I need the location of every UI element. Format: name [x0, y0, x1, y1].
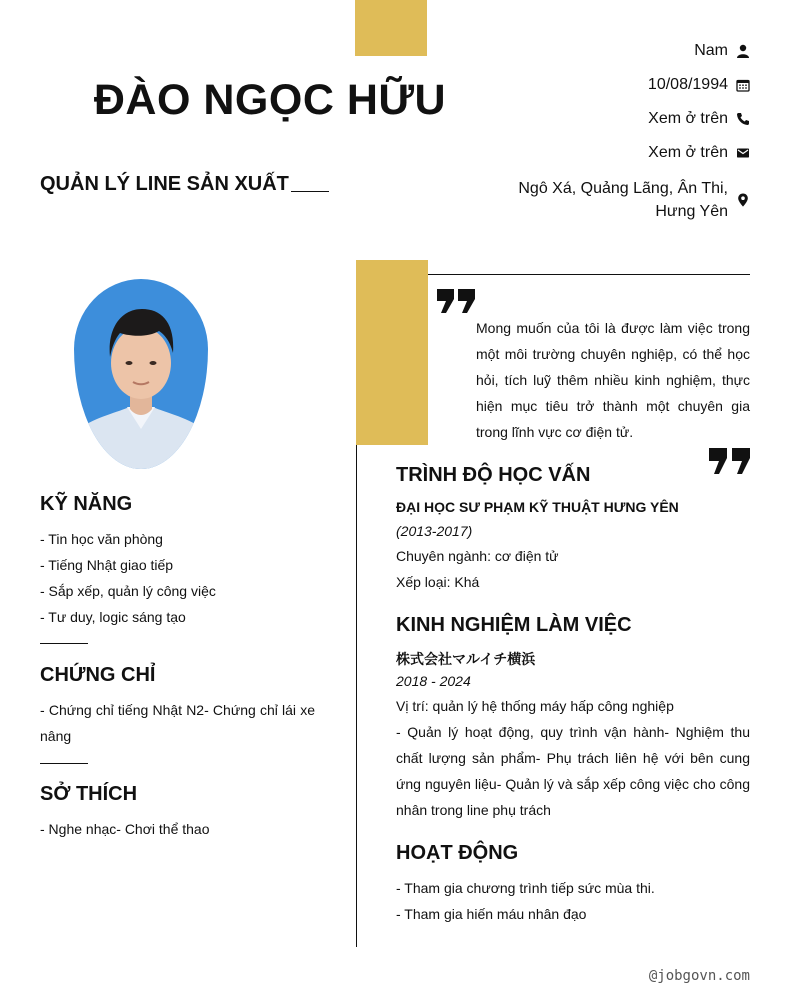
education-school: ĐẠI HỌC SƯ PHẠM KỸ THUẬT HƯNG YÊN [396, 499, 679, 515]
footer-watermark: @jobgovn.com [648, 968, 750, 984]
skill-item: - Sắp xếp, quản lý công việc [40, 583, 216, 599]
activities-title: HOẠT ĐỘNG [396, 842, 519, 864]
education-period: (2013-2017) [396, 523, 473, 539]
certificates-title: CHỨNG CHỈ [40, 664, 156, 686]
contact-email [648, 144, 750, 162]
quote-top-line [428, 274, 750, 275]
skill-item: - Tư duy, logic sáng tạo [40, 609, 186, 625]
location-pin-icon [736, 193, 750, 207]
section-divider [40, 643, 88, 644]
hobbies-text: - Nghe nhạc- Chơi thể thao [40, 821, 210, 837]
skills-title: KỸ NĂNG [40, 493, 133, 515]
full-name: ĐÀO NGỌC HỮU [93, 76, 447, 124]
experience-position: Vị trí: quản lý hệ thống máy hấp công nghiệp [396, 698, 674, 714]
education-title: TRÌNH ĐỘ HỌC VẤN [396, 464, 591, 486]
skills-list [40, 526, 216, 630]
email-value: Xem ở trên [648, 144, 728, 161]
contact-gender [694, 42, 750, 60]
close-quote-icon [709, 448, 750, 474]
mail-icon [736, 146, 750, 160]
hobbies-title: SỞ THÍCH [40, 783, 138, 805]
portrait-illustration [74, 279, 208, 469]
experience-description: - Quản lý hoạt động, quy trình vận hành- Nghiệm thu chất lượng sản phẩm- Phụ trách liên hệ với bên cung ứng nguyên liệu- Quản lý và sắp xếp công việc cho công nhân trong line phụ trách [396, 724, 750, 818]
experience-title: KINH NGHIỆM LÀM VIỆC [396, 614, 632, 636]
contact-dob [648, 76, 750, 94]
phone-icon [736, 112, 750, 126]
job-title-text: QUẢN LÝ LINE SẢN XUẤT [40, 173, 289, 195]
profile-photo [74, 279, 208, 469]
activity-item: - Tham gia hiến máu nhân đạo [396, 906, 587, 922]
career-objective: Mong muốn của tôi là được làm việc trong một môi trường chuyên nghiệp, có thể học hỏi, tích luỹ thêm nhiều kinh nghiệm, thực hiện mục tiêu trở thành một chuyên gia trong lĩnh vực cơ điện tử. [476, 320, 750, 440]
address-value: Ngô Xá, Quảng Lãng, Ân Thi, Hưng Yên [518, 180, 728, 220]
phone-value: Xem ở trên [648, 110, 728, 127]
quote-accent-block [356, 260, 428, 445]
calendar-icon [736, 78, 750, 92]
activities-list [396, 875, 655, 927]
education-rank: Xếp loại: Khá [396, 574, 480, 590]
person-icon [736, 44, 750, 58]
gender-value: Nam [694, 42, 728, 59]
experience-company: 株式会社マルイチ横浜 [396, 651, 536, 667]
job-title-underline [291, 191, 329, 192]
education-major: Chuyên ngành: cơ điện tử [396, 548, 559, 564]
contact-phone [648, 110, 750, 128]
activity-item: - Tham gia chương trình tiếp sức mùa thi. [396, 880, 655, 896]
skill-item: - Tiếng Nhật giao tiếp [40, 557, 174, 573]
top-accent-block [355, 0, 427, 56]
dob-value: 10/08/1994 [647, 76, 728, 93]
open-quote-icon [437, 289, 475, 313]
experience-period: 2018 - 2024 [396, 673, 471, 689]
certificates-text: - Chứng chỉ tiếng Nhật N2- Chứng chỉ lái xe nâng [40, 702, 315, 744]
section-divider [40, 763, 88, 764]
contact-address [480, 177, 750, 223]
column-divider [356, 445, 357, 947]
job-title [40, 173, 329, 196]
skill-item: - Tin học văn phòng [40, 531, 163, 547]
